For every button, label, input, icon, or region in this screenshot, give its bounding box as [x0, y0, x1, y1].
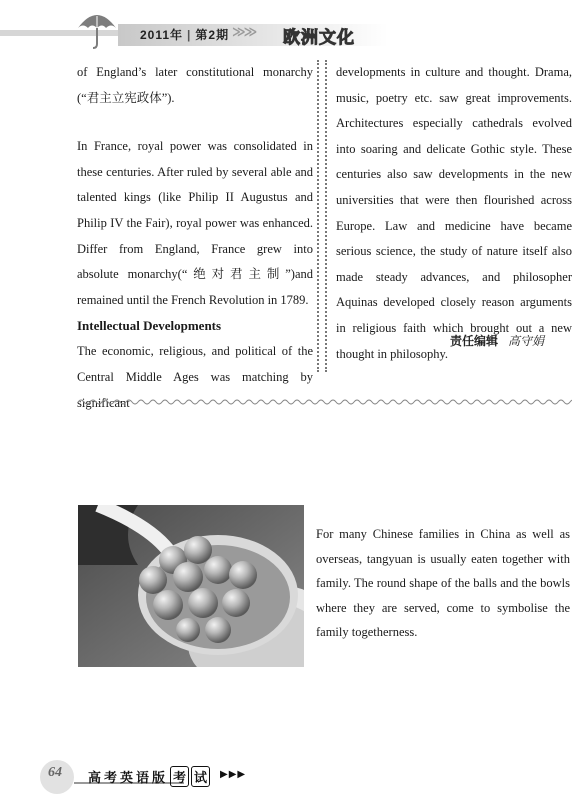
footer-title	[88, 766, 210, 787]
photo-caption: For many Chinese families in China as well as overseas, tangyuan is usually eaten together with family. The round shape of the balls and the bowls where they are served, come to symbolise the family togetherness.	[316, 527, 570, 639]
chevrons-decoration: ≫≫	[232, 25, 256, 40]
left-paragraph-1: of England’s later constitutional monarchy (“君主立宪政体”).	[77, 65, 313, 105]
issue-label: 2011年 | 第2期	[140, 28, 230, 42]
page-header	[0, 0, 581, 50]
left-paragraph-2: In France, royal power was consolidated in these centuries. After ruled by several able and talented kings (like Philip II Augustus and Philip IV the Fair), royal power was enhanced. Differ from England, France grew into absolute monarchy(“绝对君主制”)and remained until the French Revolution in 1789.	[77, 139, 313, 307]
subheading: Intellectual Developments	[77, 318, 222, 334]
left-paragraph-3: The economic, religious, and political of the Central Middle Ages was matching by significant	[77, 344, 313, 410]
left-column	[77, 60, 313, 416]
footer-title-box-2: 试	[191, 766, 210, 787]
issue-year: 2011年	[140, 28, 184, 42]
editor-label: 责任编辑	[450, 334, 499, 348]
editor-name: 高守娟	[508, 334, 545, 348]
right-paragraph-1: developments in culture and thought. Drama, music, poetry etc. saw great improvements. Architectures especially cathedrals evolved into soaring and delicate Gothic style. These centuries also saw developments in the new universities that were then flourished across Europe. Law and medicine have became serious science, the study of nature itself also made steady advances, and philosopher Aquinas developed closely reason arguments in religious faith which brought out a new thought in philosophy.	[336, 65, 572, 361]
issue-number: 第2期	[195, 28, 230, 42]
section-title: 欧洲文化	[283, 28, 355, 48]
tangyuan-photo	[78, 505, 304, 667]
footer-arrows-icon: ▶▶▶	[220, 769, 247, 780]
right-column	[336, 60, 572, 367]
page-number: 64	[48, 765, 62, 780]
column-divider	[317, 60, 327, 372]
footer-title-text: 高考英语版	[88, 771, 169, 786]
footer-title-box-1: 考	[170, 766, 189, 787]
editor-credit	[450, 332, 544, 349]
umbrella-icon	[74, 8, 120, 50]
wavy-divider	[78, 397, 572, 407]
